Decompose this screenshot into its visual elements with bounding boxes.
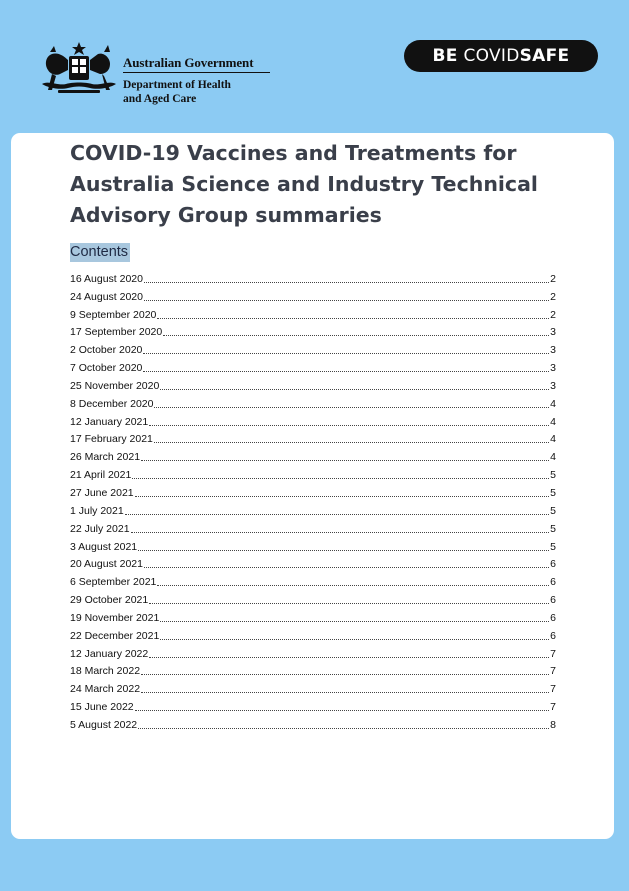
toc-leader-dots — [143, 353, 549, 354]
toc-entry[interactable] — [70, 286, 556, 304]
toc-entry-label: 22 July 2021 — [70, 522, 130, 535]
toc-entry-label: 6 September 2021 — [70, 576, 157, 589]
toc-entry-label: 25 November 2020 — [70, 379, 160, 392]
toc-leader-dots — [138, 728, 549, 729]
toc-entry-page: 3 — [550, 362, 556, 375]
toc-entry[interactable] — [70, 411, 556, 429]
toc-entry[interactable] — [70, 500, 556, 518]
toc-leader-dots — [135, 496, 550, 497]
toc-leader-dots — [160, 389, 549, 390]
toc-entry-page: 5 — [550, 469, 556, 482]
table-of-contents — [70, 268, 556, 732]
toc-entry-page: 3 — [550, 326, 556, 339]
document-page — [11, 133, 614, 839]
toc-leader-dots — [144, 282, 549, 283]
toc-entry-label: 29 October 2021 — [70, 594, 149, 607]
toc-leader-dots — [154, 442, 549, 443]
toc-entry-label: 16 August 2020 — [70, 272, 143, 285]
toc-entry-page: 5 — [550, 540, 556, 553]
toc-entry-label: 12 January 2021 — [70, 415, 149, 428]
document-title: COVID-19 Vaccines and Treatments for Australia Science and Industry Technical Advisory Group summaries — [70, 141, 538, 227]
toc-entry-label: 27 June 2021 — [70, 486, 134, 499]
toc-entry-label: 22 December 2021 — [70, 629, 160, 642]
toc-entry[interactable] — [70, 607, 556, 625]
toc-leader-dots — [141, 674, 549, 675]
badge-safe: SAFE — [519, 46, 570, 66]
toc-entry[interactable] — [70, 268, 556, 286]
toc-entry[interactable] — [70, 393, 556, 411]
toc-entry[interactable] — [70, 643, 556, 661]
toc-entry-page: 2 — [550, 290, 556, 303]
toc-entry[interactable] — [70, 357, 556, 375]
toc-entry[interactable] — [70, 446, 556, 464]
toc-entry[interactable] — [70, 625, 556, 643]
department-line-1: Department of Health — [123, 79, 231, 91]
toc-entry[interactable] — [70, 571, 556, 589]
toc-entry-page: 7 — [550, 683, 556, 696]
department-name — [123, 79, 231, 106]
toc-leader-dots — [149, 425, 549, 426]
government-name: Australian Government — [123, 55, 254, 70]
header-rule — [123, 72, 270, 73]
toc-entry[interactable] — [70, 714, 556, 732]
toc-entry[interactable] — [70, 678, 556, 696]
toc-entry-label: 12 January 2022 — [70, 647, 149, 660]
toc-entry-page: 5 — [550, 522, 556, 535]
toc-entry-page: 5 — [550, 504, 556, 517]
toc-entry-page: 6 — [550, 594, 556, 607]
toc-entry-page: 5 — [550, 486, 556, 499]
toc-leader-dots — [125, 514, 549, 515]
toc-leader-dots — [160, 621, 549, 622]
toc-entry-label: 1 July 2021 — [70, 504, 124, 517]
badge-be: BE — [432, 46, 458, 66]
toc-entry-label: 20 August 2021 — [70, 558, 143, 571]
toc-entry[interactable] — [70, 375, 556, 393]
toc-leader-dots — [141, 692, 549, 693]
toc-entry-page: 7 — [550, 647, 556, 660]
toc-entry[interactable] — [70, 518, 556, 536]
toc-entry-label: 8 December 2020 — [70, 397, 154, 410]
toc-entry-page: 2 — [550, 272, 556, 285]
toc-entry[interactable] — [70, 482, 556, 500]
coat-of-arms-icon — [38, 40, 120, 96]
department-line-2: and Aged Care — [123, 92, 197, 105]
toc-entry-page: 7 — [550, 701, 556, 714]
toc-leader-dots — [163, 335, 549, 336]
toc-entry[interactable] — [70, 304, 556, 322]
toc-leader-dots — [132, 478, 549, 479]
toc-entry-label: 18 March 2022 — [70, 665, 141, 678]
toc-leader-dots — [141, 460, 549, 461]
toc-leader-dots — [138, 550, 549, 551]
toc-leader-dots — [149, 657, 549, 658]
toc-entry-page: 4 — [550, 397, 556, 410]
toc-entry[interactable] — [70, 464, 556, 482]
contents-heading: Contents — [70, 244, 129, 260]
toc-entry[interactable] — [70, 339, 556, 357]
page-header — [0, 0, 629, 133]
toc-entry-label: 19 November 2021 — [70, 611, 160, 624]
toc-leader-dots — [131, 532, 550, 533]
toc-entry-page: 4 — [550, 415, 556, 428]
toc-entry[interactable] — [70, 661, 556, 679]
toc-entry-page: 8 — [550, 718, 556, 731]
toc-entry-page: 4 — [550, 451, 556, 464]
toc-entry-label: 17 February 2021 — [70, 433, 153, 446]
toc-entry-label: 15 June 2022 — [70, 701, 134, 714]
toc-entry-label: 26 March 2021 — [70, 451, 141, 464]
toc-entry-page: 6 — [550, 611, 556, 624]
toc-entry-label: 24 March 2022 — [70, 683, 141, 696]
toc-entry-page: 6 — [550, 576, 556, 589]
toc-entry[interactable] — [70, 554, 556, 572]
toc-leader-dots — [149, 603, 549, 604]
toc-entry[interactable] — [70, 322, 556, 340]
toc-entry-label: 24 August 2020 — [70, 290, 143, 303]
covidsafe-badge — [404, 40, 598, 72]
toc-leader-dots — [160, 639, 549, 640]
toc-entry-page: 4 — [550, 433, 556, 446]
toc-leader-dots — [154, 407, 549, 408]
toc-entry-page: 2 — [550, 308, 556, 321]
badge-covid: COVID — [463, 46, 520, 66]
toc-leader-dots — [157, 318, 549, 319]
toc-entry-page: 7 — [550, 665, 556, 678]
toc-leader-dots — [143, 371, 549, 372]
toc-entry-page: 3 — [550, 344, 556, 357]
toc-entry[interactable] — [70, 696, 556, 714]
toc-leader-dots — [135, 710, 550, 711]
toc-entry-page: 6 — [550, 629, 556, 642]
toc-entry-label: 2 October 2020 — [70, 344, 143, 357]
toc-entry-label: 21 April 2021 — [70, 469, 132, 482]
toc-entry-page: 6 — [550, 558, 556, 571]
toc-leader-dots — [144, 300, 549, 301]
toc-entry-label: 17 September 2020 — [70, 326, 163, 339]
toc-entry[interactable] — [70, 536, 556, 554]
toc-entry-label: 5 August 2022 — [70, 718, 138, 731]
toc-entry[interactable] — [70, 429, 556, 447]
toc-entry[interactable] — [70, 589, 556, 607]
toc-entry-label: 7 October 2020 — [70, 362, 143, 375]
toc-entry-label: 9 September 2020 — [70, 308, 157, 321]
toc-leader-dots — [157, 585, 549, 586]
toc-entry-label: 3 August 2021 — [70, 540, 138, 553]
toc-leader-dots — [144, 567, 549, 568]
toc-entry-page: 3 — [550, 379, 556, 392]
